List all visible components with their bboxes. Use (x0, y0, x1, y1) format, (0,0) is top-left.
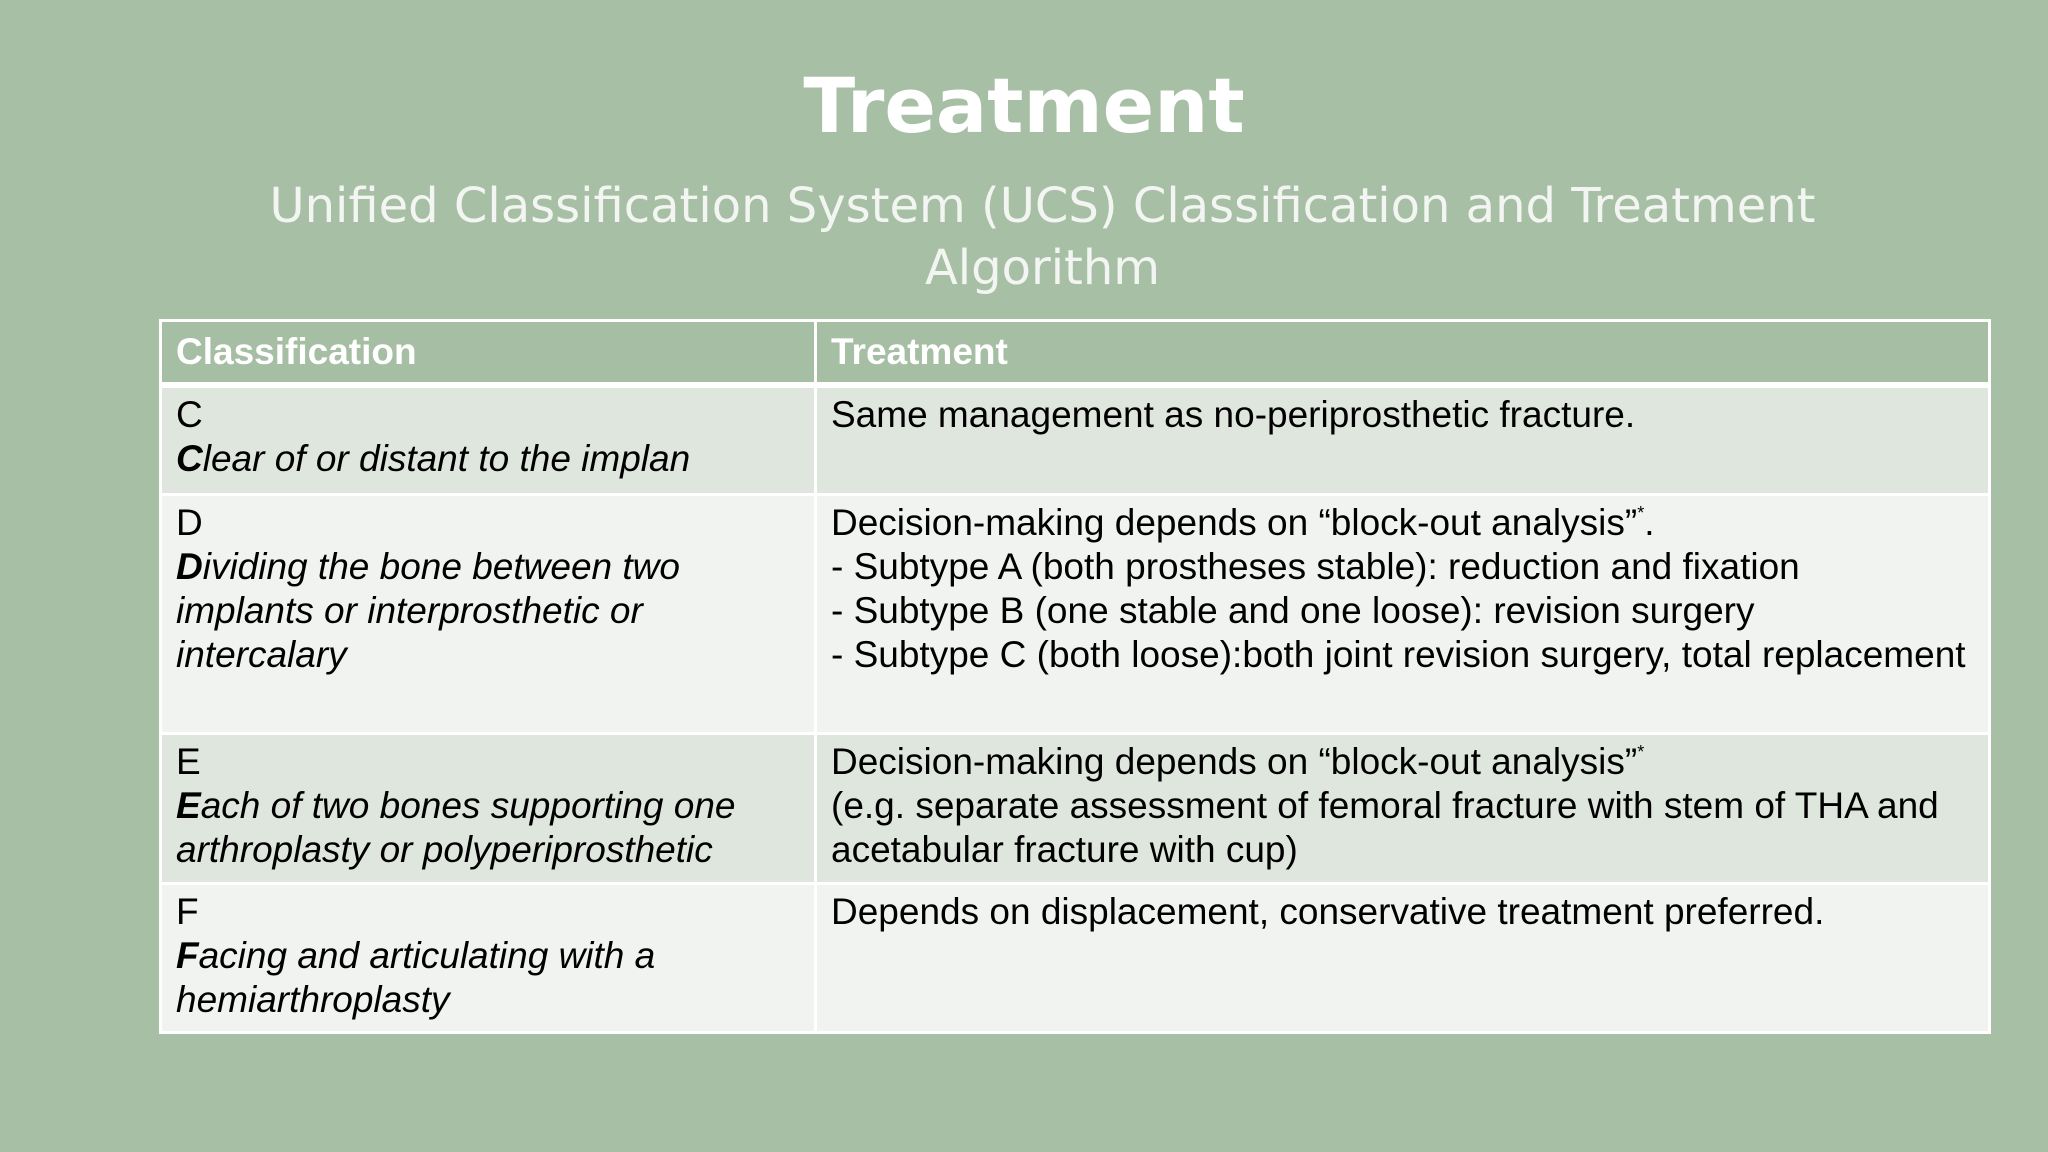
classification-description (176, 545, 800, 677)
classification-cell (161, 884, 816, 1033)
classification-cell (161, 385, 816, 495)
description-initial: C (176, 438, 203, 479)
treatment-line: - Subtype C (both loose):both joint revision surgery, total replacement (831, 634, 1966, 675)
treatment-line-text: Decision-making depends on “block-out analysis” (831, 741, 1638, 782)
treatment-line: - Subtype A (both prostheses stable): reduction and fixation (831, 546, 1800, 587)
treatment-line: (e.g. separate assessment of femoral fracture with stem of THA and acetabular fracture with cup) (831, 785, 1939, 870)
treatment-cell (816, 884, 1990, 1033)
classification-description (176, 437, 800, 481)
description-rest: acing and articulating with a hemiarthroplasty (176, 935, 656, 1020)
classification-code: C (176, 394, 203, 435)
slide-title: Treatment (803, 61, 1245, 150)
classification-cell (161, 495, 816, 734)
treatment-line (831, 501, 1974, 545)
slide-subtitle: Unified Classification System (UCS) Classification and Treatment Algorithm (269, 178, 1816, 296)
description-rest: lear of or distant to the implan (202, 438, 691, 479)
table-row (161, 884, 1990, 1033)
treatment-line: - Subtype B (one stable and one loose): revision surgery (831, 590, 1755, 631)
header-treatment: Treatment (816, 321, 1990, 386)
table-row (161, 385, 1990, 495)
table-header-row (161, 321, 1990, 386)
treatment-line (831, 740, 1974, 784)
footnote-marker: * (1637, 742, 1645, 762)
treatment-line: Same management as no-periprosthetic fracture. (831, 394, 1636, 435)
footnote-marker: * (1637, 503, 1645, 523)
classification-code: D (176, 502, 203, 543)
classification-code: F (176, 891, 199, 932)
classification-code: E (176, 741, 201, 782)
treatment-line-tail: . (1644, 502, 1655, 543)
description-rest: ividing the bone between two implants or interprosthetic or intercalary (176, 546, 680, 675)
table-row (161, 734, 1990, 884)
treatment-cell (816, 495, 1990, 734)
classification-cell (161, 734, 816, 884)
classification-description (176, 784, 800, 872)
description-rest: ach of two bones supporting one arthroplasty or polyperiprosthetic (176, 785, 736, 870)
description-initial: D (176, 546, 203, 587)
classification-description (176, 934, 800, 1022)
description-initial: F (176, 935, 199, 976)
table-row (161, 495, 1990, 734)
description-initial: E (176, 785, 201, 826)
ucs-classification-table (159, 319, 1991, 1034)
treatment-cell (816, 734, 1990, 884)
header-classification: Classification (161, 321, 816, 386)
treatment-line-text: Decision-making depends on “block-out analysis” (831, 502, 1638, 543)
treatment-line: Depends on displacement, conservative treatment preferred. (831, 891, 1825, 932)
treatment-cell (816, 385, 1990, 495)
